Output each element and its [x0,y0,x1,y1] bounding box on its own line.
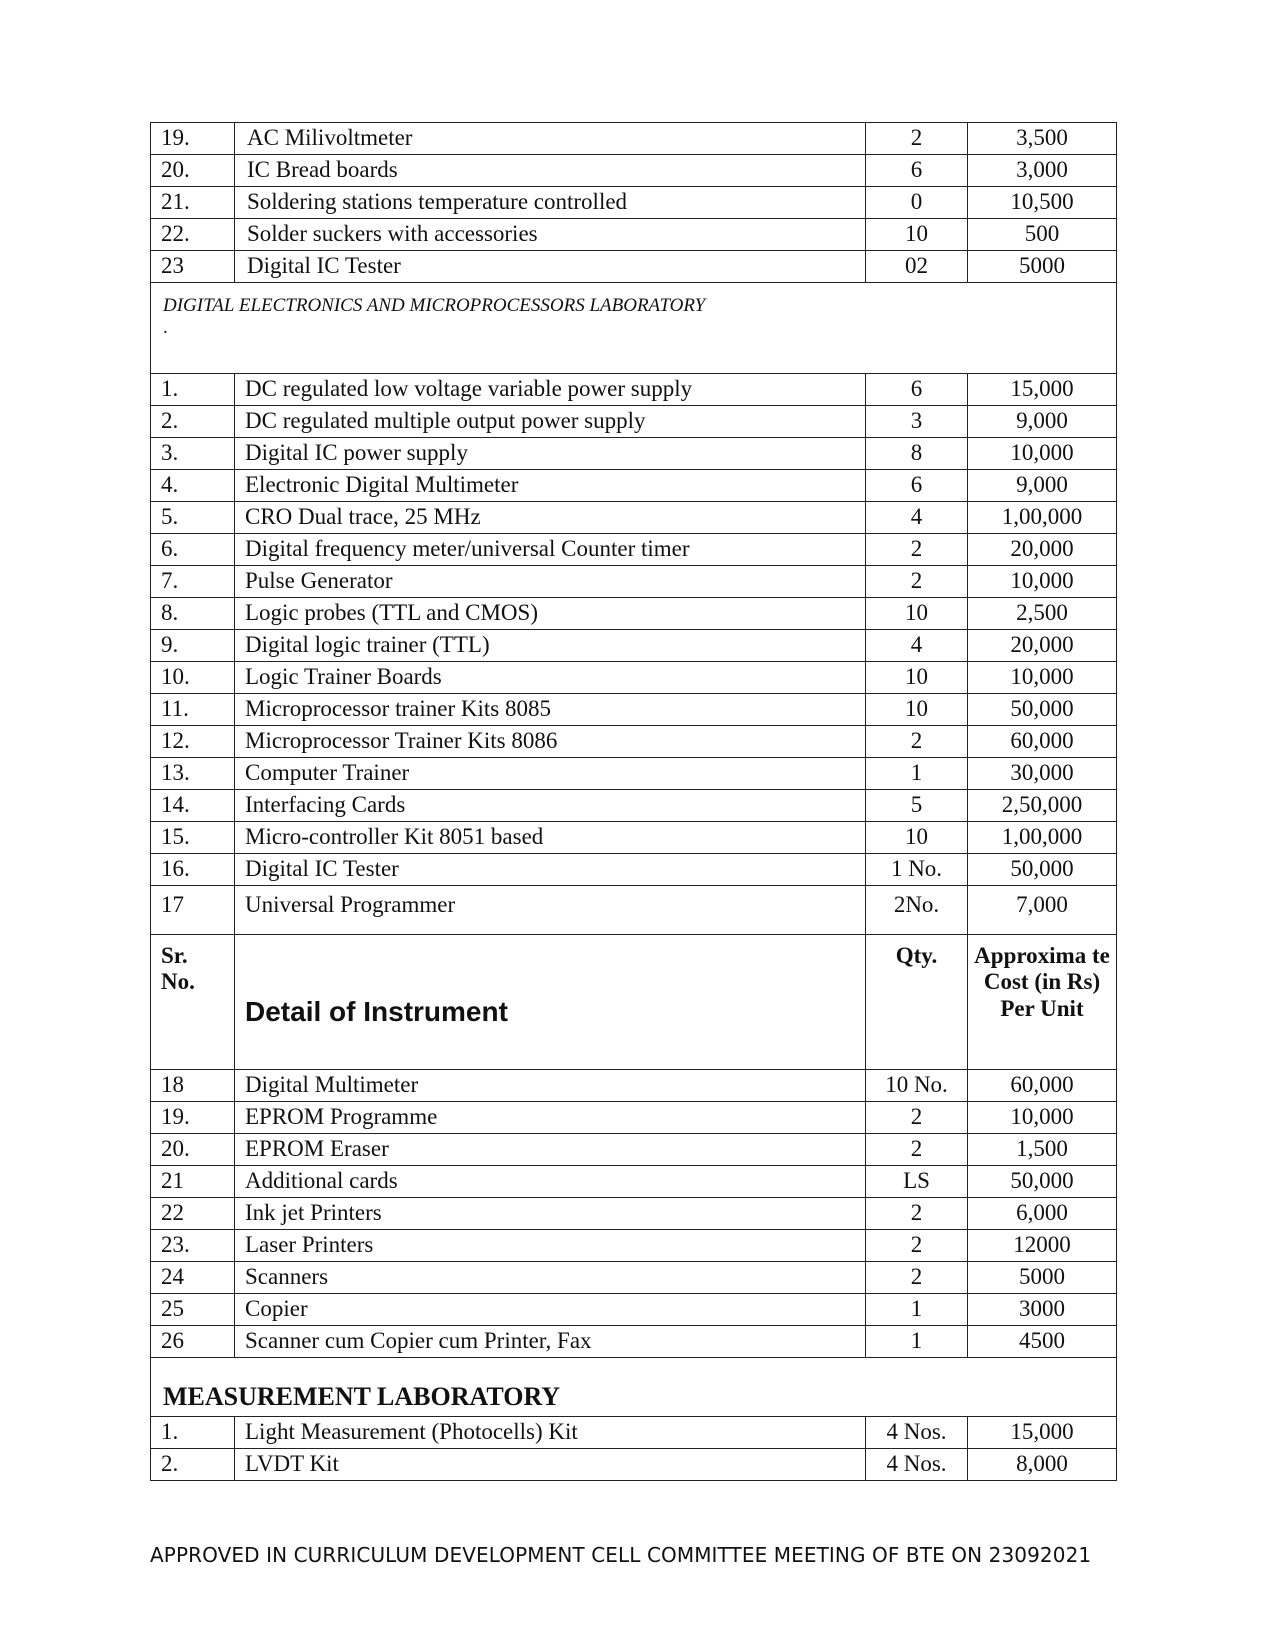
table-row [151,123,1117,155]
table-row [151,406,1117,438]
table-row [151,854,1117,886]
sr-no-cell: 19. [151,123,235,155]
sr-no-cell: 16. [151,854,235,886]
qty-cell: 2 [866,1134,968,1166]
table-row [151,1070,1117,1102]
instrument-detail-cell: Electronic Digital Multimeter [235,470,866,502]
cost-cell: 60,000 [968,1070,1117,1102]
header-qty: Qty. [866,935,968,1070]
table-row [151,726,1117,758]
section-heading-cell [151,283,1117,374]
sr-no-cell: 22. [151,219,235,251]
sr-no-cell: 9. [151,630,235,662]
qty-cell: 2 [866,1230,968,1262]
sr-no-cell: 8. [151,598,235,630]
table-row [151,374,1117,406]
qty-cell: 5 [866,790,968,822]
instrument-detail-cell: EPROM Eraser [235,1134,866,1166]
qty-cell: 10 No. [866,1070,968,1102]
instrument-detail-cell: Universal Programmer [235,886,866,935]
instrument-detail-cell: Microprocessor Trainer Kits 8086 [235,726,866,758]
sr-no-cell: 4. [151,470,235,502]
sr-no-cell: 7. [151,566,235,598]
table-row [151,630,1117,662]
table-row [151,534,1117,566]
cost-cell: 10,500 [968,187,1117,219]
sr-no-cell: 21 [151,1166,235,1198]
table-row [151,662,1117,694]
cost-cell: 60,000 [968,726,1117,758]
cost-cell: 12000 [968,1230,1117,1262]
qty-cell: 2 [866,1262,968,1294]
section-heading-row [151,283,1117,374]
instrument-detail-cell: Microprocessor trainer Kits 8085 [235,694,866,726]
section-heading-row [151,1358,1117,1417]
sr-no-cell: 3. [151,438,235,470]
table-row [151,1102,1117,1134]
qty-cell: 0 [866,187,968,219]
table-row [151,1449,1117,1481]
sr-no-cell: 20. [151,155,235,187]
table-row [151,219,1117,251]
sr-no-cell: 26 [151,1326,235,1358]
cost-cell: 2,50,000 [968,790,1117,822]
instrument-detail-cell: LVDT Kit [235,1449,866,1481]
sr-no-cell: 1. [151,374,235,406]
qty-cell: 10 [866,694,968,726]
table-row [151,1294,1117,1326]
instrument-detail-cell: Laser Printers [235,1230,866,1262]
qty-cell: 2 [866,1198,968,1230]
sr-no-cell: 5. [151,502,235,534]
qty-cell: 2 [866,1102,968,1134]
cost-cell: 9,000 [968,406,1117,438]
table-row [151,1134,1117,1166]
cost-cell: 10,000 [968,662,1117,694]
cost-cell: 500 [968,219,1117,251]
cost-cell: 7,000 [968,886,1117,935]
table-row [151,1262,1117,1294]
instrument-detail-cell: Digital IC Tester [235,854,866,886]
table-row [151,566,1117,598]
qty-cell: 8 [866,438,968,470]
qty-cell: 4 Nos. [866,1417,968,1449]
qty-cell: 10 [866,219,968,251]
qty-cell: 10 [866,822,968,854]
instrument-detail-cell: Digital IC Tester [235,251,866,283]
header-sr-line2: No. [161,969,195,995]
footer-approval-note: APPROVED IN CURRICULUM DEVELOPMENT CELL COMMITTEE MEETING OF BTE ON 23092021 [150,1543,1092,1567]
cost-cell: 4500 [968,1326,1117,1358]
cost-cell: 1,00,000 [968,502,1117,534]
instrument-detail-cell: IC Bread boards [235,155,866,187]
cost-cell: 8,000 [968,1449,1117,1481]
qty-cell: 10 [866,662,968,694]
table-row [151,470,1117,502]
table-row [151,694,1117,726]
table-row [151,187,1117,219]
qty-cell: 4 Nos. [866,1449,968,1481]
instrument-detail-cell: Soldering stations temperature controlled [235,187,866,219]
section-title-measurement: MEASUREMENT LABORATORY [151,1358,1117,1417]
sr-no-cell: 15. [151,822,235,854]
instrument-detail-cell: Scanners [235,1262,866,1294]
instrument-table [150,122,1117,1481]
cost-cell: 9,000 [968,470,1117,502]
instrument-detail-cell: Light Measurement (Photocells) Kit [235,1417,866,1449]
table-row [151,1198,1117,1230]
header-sr-line1: Sr. [161,943,188,968]
table-row [151,1417,1117,1449]
qty-cell: 2 [866,123,968,155]
cost-cell: 15,000 [968,374,1117,406]
instrument-detail-cell: Logic probes (TTL and CMOS) [235,598,866,630]
cost-cell: 30,000 [968,758,1117,790]
sr-no-cell: 14. [151,790,235,822]
header-sr-no [151,935,235,1070]
cost-cell: 20,000 [968,534,1117,566]
instrument-detail-cell: Solder suckers with accessories [235,219,866,251]
table-header-row [151,935,1117,1070]
sr-no-cell: 12. [151,726,235,758]
sr-no-cell: 10. [151,662,235,694]
instrument-detail-cell: DC regulated multiple output power supply [235,406,866,438]
cost-cell: 3,000 [968,155,1117,187]
qty-cell: 3 [866,406,968,438]
cost-cell: 20,000 [968,630,1117,662]
cost-cell: 5000 [968,1262,1117,1294]
qty-cell: 2 [866,566,968,598]
instrument-detail-cell: Micro-controller Kit 8051 based [235,822,866,854]
sr-no-cell: 11. [151,694,235,726]
cost-cell: 15,000 [968,1417,1117,1449]
instrument-detail-cell: Pulse Generator [235,566,866,598]
instrument-detail-cell: Logic Trainer Boards [235,662,866,694]
cost-cell: 1,00,000 [968,822,1117,854]
table-row [151,598,1117,630]
qty-cell: 2 [866,534,968,566]
qty-cell: 1 [866,1294,968,1326]
section-dot: . [163,316,168,338]
instrument-detail-cell: Additional cards [235,1166,866,1198]
cost-cell: 3000 [968,1294,1117,1326]
qty-cell: 6 [866,155,968,187]
instrument-detail-cell: Interfacing Cards [235,790,866,822]
qty-cell: 4 [866,502,968,534]
cost-cell: 3,500 [968,123,1117,155]
qty-cell: 1 No. [866,854,968,886]
instrument-detail-cell: Digital logic trainer (TTL) [235,630,866,662]
table-row [151,155,1117,187]
sr-no-cell: 23 [151,251,235,283]
qty-cell: 6 [866,470,968,502]
table-row [151,502,1117,534]
cost-cell: 10,000 [968,566,1117,598]
instrument-detail-cell: Digital frequency meter/universal Counter timer [235,534,866,566]
cost-cell: 50,000 [968,694,1117,726]
table-row [151,251,1117,283]
instrument-detail-cell: EPROM Programme [235,1102,866,1134]
instrument-detail-cell: Digital Multimeter [235,1070,866,1102]
cost-cell: 10,000 [968,438,1117,470]
sr-no-cell: 17 [151,886,235,935]
table-row [151,1230,1117,1262]
sr-no-cell: 13. [151,758,235,790]
cost-cell: 50,000 [968,1166,1117,1198]
table-row [151,758,1117,790]
cost-cell: 50,000 [968,854,1117,886]
qty-cell: 10 [866,598,968,630]
table-row [151,438,1117,470]
cost-cell: 10,000 [968,1102,1117,1134]
table-row [151,886,1117,935]
qty-cell: 2 [866,726,968,758]
cost-cell: 5000 [968,251,1117,283]
header-approx-cost: Approxima te Cost (in Rs) Per Unit [968,935,1117,1070]
instrument-detail-cell: Ink jet Printers [235,1198,866,1230]
cost-cell: 6,000 [968,1198,1117,1230]
qty-cell: 1 [866,1326,968,1358]
sr-no-cell: 1. [151,1417,235,1449]
table-row [151,1326,1117,1358]
sr-no-cell: 19. [151,1102,235,1134]
sr-no-cell: 18 [151,1070,235,1102]
qty-cell: 02 [866,251,968,283]
instrument-detail-cell: CRO Dual trace, 25 MHz [235,502,866,534]
instrument-detail-cell: Copier [235,1294,866,1326]
sr-no-cell: 21. [151,187,235,219]
sr-no-cell: 23. [151,1230,235,1262]
sr-no-cell: 6. [151,534,235,566]
instrument-detail-cell: DC regulated low voltage variable power supply [235,374,866,406]
qty-cell: 2No. [866,886,968,935]
qty-cell: 6 [866,374,968,406]
instrument-detail-cell: Scanner cum Copier cum Printer, Fax [235,1326,866,1358]
section-title-digital: DIGITAL ELECTRONICS AND MICROPROCESSORS LABORATORY [163,295,706,316]
sr-no-cell: 2. [151,406,235,438]
table-row [151,1166,1117,1198]
cost-cell: 2,500 [968,598,1117,630]
instrument-detail-cell: Computer Trainer [235,758,866,790]
qty-cell: 1 [866,758,968,790]
instrument-detail-cell: AC Milivoltmeter [235,123,866,155]
cost-cell: 1,500 [968,1134,1117,1166]
table-row [151,822,1117,854]
sr-no-cell: 25 [151,1294,235,1326]
qty-cell: 4 [866,630,968,662]
sr-no-cell: 24 [151,1262,235,1294]
table-row [151,790,1117,822]
instrument-detail-cell: Digital IC power supply [235,438,866,470]
sr-no-cell: 20. [151,1134,235,1166]
sr-no-cell: 22 [151,1198,235,1230]
header-detail-of-instrument: Detail of Instrument [235,935,866,1070]
qty-cell: LS [866,1166,968,1198]
sr-no-cell: 2. [151,1449,235,1481]
